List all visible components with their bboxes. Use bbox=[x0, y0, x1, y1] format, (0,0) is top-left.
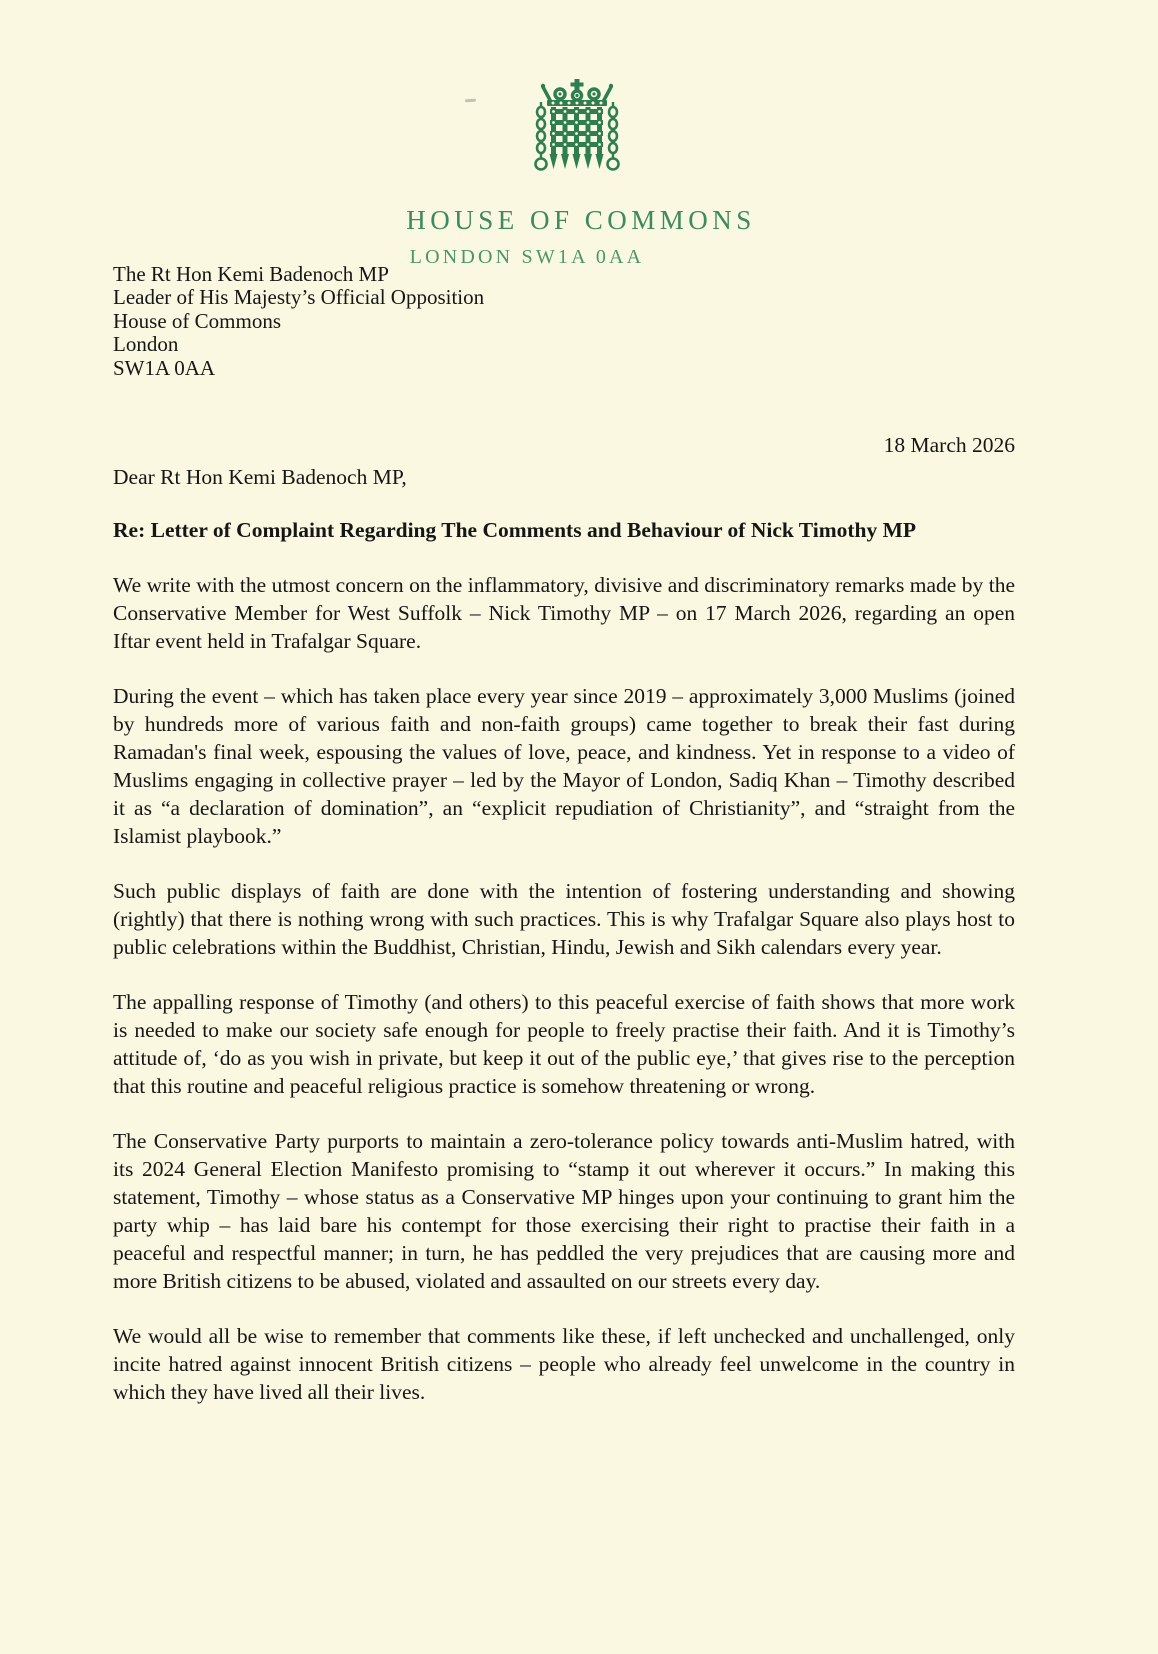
recipient-address-line: SW1A 0AA bbox=[113, 355, 216, 380]
recipient-address-block bbox=[113, 263, 484, 380]
recipient-address-line: The Rt Hon Kemi Badenoch MP bbox=[113, 262, 389, 286]
letterhead-address: LONDON SW1A 0AA bbox=[409, 246, 645, 268]
body-paragraph: Such public displays of faith are done with the intention of fostering understanding and showing (rightly) that there is nothing wrong with such practices. This is why Trafalgar Square also plays host to public celebrations within the Buddhist, Christian, Hindu, Jewish and Sikh calendars every year. bbox=[113, 879, 1015, 959]
recipient-address-line: House of Commons bbox=[113, 308, 281, 333]
subject-line: Re: Letter of Complaint Regarding The Comments and Behaviour of Nick Timothy MP bbox=[113, 518, 917, 542]
recipient-address-line: London bbox=[113, 332, 179, 357]
salutation: Dear Rt Hon Kemi Badenoch MP, bbox=[113, 465, 407, 489]
recipient-address-line: Leader of His Majesty’s Official Opposition bbox=[113, 285, 485, 310]
letter-body bbox=[113, 463, 1015, 1406]
body-paragraph: During the event – which has taken place every year since 2019 – approximately 3,000 Muslims (joined by hundreds more of various faith and non-faith groups) came together to break their fast during Ramadan's final week, espousing the values of love, peace, and kindness. Yet in response to a video of Muslims engaging in collective prayer – led by the Mayor of London, Sadiq Khan – Timothy described it as “a declaration of domination”, an “explicit repudiation of Christianity”, and “straight from the Islamist playbook.” bbox=[113, 684, 1015, 848]
body-paragraph: We write with the utmost concern on the inflammatory, divisive and discriminatory remarks made by the Conservative Member for West Suffolk – Nick Timothy MP – on 17 March 2026, regarding an open Iftar event held in Trafalgar Square. bbox=[113, 573, 1015, 653]
scan-artifact-mark bbox=[465, 99, 476, 103]
body-paragraph: We would all be wise to remember that comments like these, if left unchecked and unchallenged, only incite hatred against innocent British citizens – people who already feel unwelcome in the country in which they have lived all their lives. bbox=[113, 1324, 1015, 1404]
paragraphs-container bbox=[113, 571, 1015, 1406]
letter-date: 18 March 2026 bbox=[883, 433, 1015, 457]
house-of-commons-portcullis-crest-icon bbox=[531, 79, 623, 181]
letterhead-title: HOUSE OF COMMONS bbox=[406, 205, 756, 235]
body-paragraph: The Conservative Party purports to maintain a zero-tolerance policy towards anti-Muslim hatred, with its 2024 General Election Manifesto promising to “stamp it out wherever it occurs.” In making this statement, Timothy – whose status as a Conservative MP hinges upon your continuing to grant him the party whip – has laid bare his contempt for those exercising their right to practise their faith in a peaceful and respectful manner; in turn, he has peddled the very prejudices that are causing more and more British citizens to be abused, violated and assaulted on our streets every day. bbox=[113, 1129, 1015, 1293]
body-paragraph: The appalling response of Timothy (and others) to this peaceful exercise of faith shows that more work is needed to make our society safe enough for people to freely practise their faith. And it is Timothy’s attitude of, ‘do as you wish in private, but keep it out of the public eye,’ that gives rise to the perception that this routine and peaceful religious practice is somehow threatening or wrong. bbox=[113, 990, 1015, 1098]
